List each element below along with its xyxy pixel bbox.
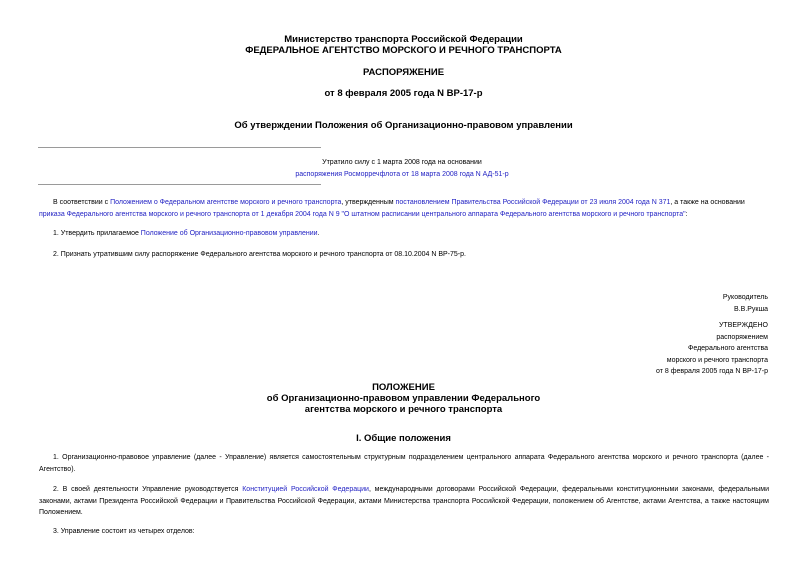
status-note-link[interactable]: распоряжения Росморречфлота от 18 марта 2008 года N АД-51-р [295, 170, 509, 178]
regulation-subtitle-1: об Организационно-правовом управлении Федерального [266, 393, 541, 404]
status-rule-bottom [38, 184, 321, 185]
ministry-name: Министерство транспорта Российской Федерации [284, 34, 523, 45]
approval-line-5: от 8 февраля 2005 года N ВР-17-р [656, 368, 768, 375]
status-note [212, 157, 592, 180]
agency-name: ФЕДЕРАЛЬНОЕ АГЕНТСТВО МОРСКОГО И РЕЧНОГО ТРАНСПОРТА [245, 45, 562, 56]
preamble-text-1: В соответствии с [53, 199, 111, 206]
signature-name: В.В.Рукша [734, 305, 768, 313]
signature-title: Руководитель [722, 294, 768, 301]
section-paragraph-3: 3. Управление состоит из четырех отделов: [53, 528, 195, 535]
document-subject: Об утверждении Положения об Организационно-правовом управлении [234, 120, 573, 131]
constitution-link[interactable]: Конституцией Российской Федерации [242, 486, 369, 493]
section-paragraph-2-text-a: 2. В своей деятельности Управление руководствуется [53, 486, 243, 493]
status-rule-top [38, 147, 321, 148]
regulation-subtitle-2: агентства морского и речного транспорта [304, 404, 503, 415]
preamble-link-resolution[interactable]: постановлением Правительства Российской Федерации от 23 июля 2004 года N 371 [395, 199, 671, 206]
item-1-end: . [317, 230, 320, 237]
section-paragraph-2-text-b: , международными договорами Российской Федерации, федеральными конституционными законами, федеральными законами, актами Президента Российской Федерации и Правительства Российской Федерации, актами Министерства транспорта Российской Федерации, положением об Агентстве, актами Агентства, а также настоящим Положением. [39, 486, 770, 516]
item-1-text: 1. Утвердить прилагаемое [53, 230, 141, 237]
document-date: от 8 февраля 2005 года N ВР-17-р [324, 88, 483, 99]
preamble-text-2: , утвержденным [341, 199, 396, 206]
document-type: РАСПОРЯЖЕНИЕ [362, 67, 445, 78]
preamble-link-regulation[interactable]: Положением о Федеральном агентстве морского и речного транспорта [110, 199, 342, 206]
preamble-paragraph [39, 197, 769, 220]
approval-block [656, 320, 768, 378]
section-paragraph-2 [39, 484, 769, 519]
approval-line-4: морского и речного транспорта [666, 356, 768, 364]
preamble-link-order[interactable]: приказа Федерального агентства морского и речного транспорта от 1 декабря 2004 года N 9 "О штатном расписании центрального аппарата Федерального агентства морского и речного транспорта" [39, 210, 686, 218]
regulation-title: ПОЛОЖЕНИЕ [372, 382, 435, 393]
approval-line-3: Федерального агентства [688, 345, 768, 352]
signature-block [723, 292, 768, 315]
preamble-text-3: , а также на основании [670, 199, 745, 206]
item-1-link[interactable]: Положение об Организационно-правовом управлении [140, 230, 318, 237]
approval-line-1: УТВЕРЖДЕНО [718, 322, 768, 329]
item-2: 2. Признать утратившим силу распоряжение Федерального агентства морского и речного транспорта от 08.10.2004 N ВР-75-р. [53, 251, 466, 258]
item-1 [39, 228, 769, 240]
section-heading: I. Общие положения [356, 433, 451, 444]
preamble-text-4: : [685, 210, 688, 218]
status-note-text: Утратило силу с 1 марта 2008 года на основании [322, 159, 482, 166]
section-paragraph-1: 1. Организационно-правовое управление (далее - Управление) является самостоятельным структурным подразделением центрального аппарата Федерального агентства морского и речного транспорта (далее - Агентство). [39, 454, 769, 473]
approval-line-2: распоряжением [716, 333, 768, 341]
